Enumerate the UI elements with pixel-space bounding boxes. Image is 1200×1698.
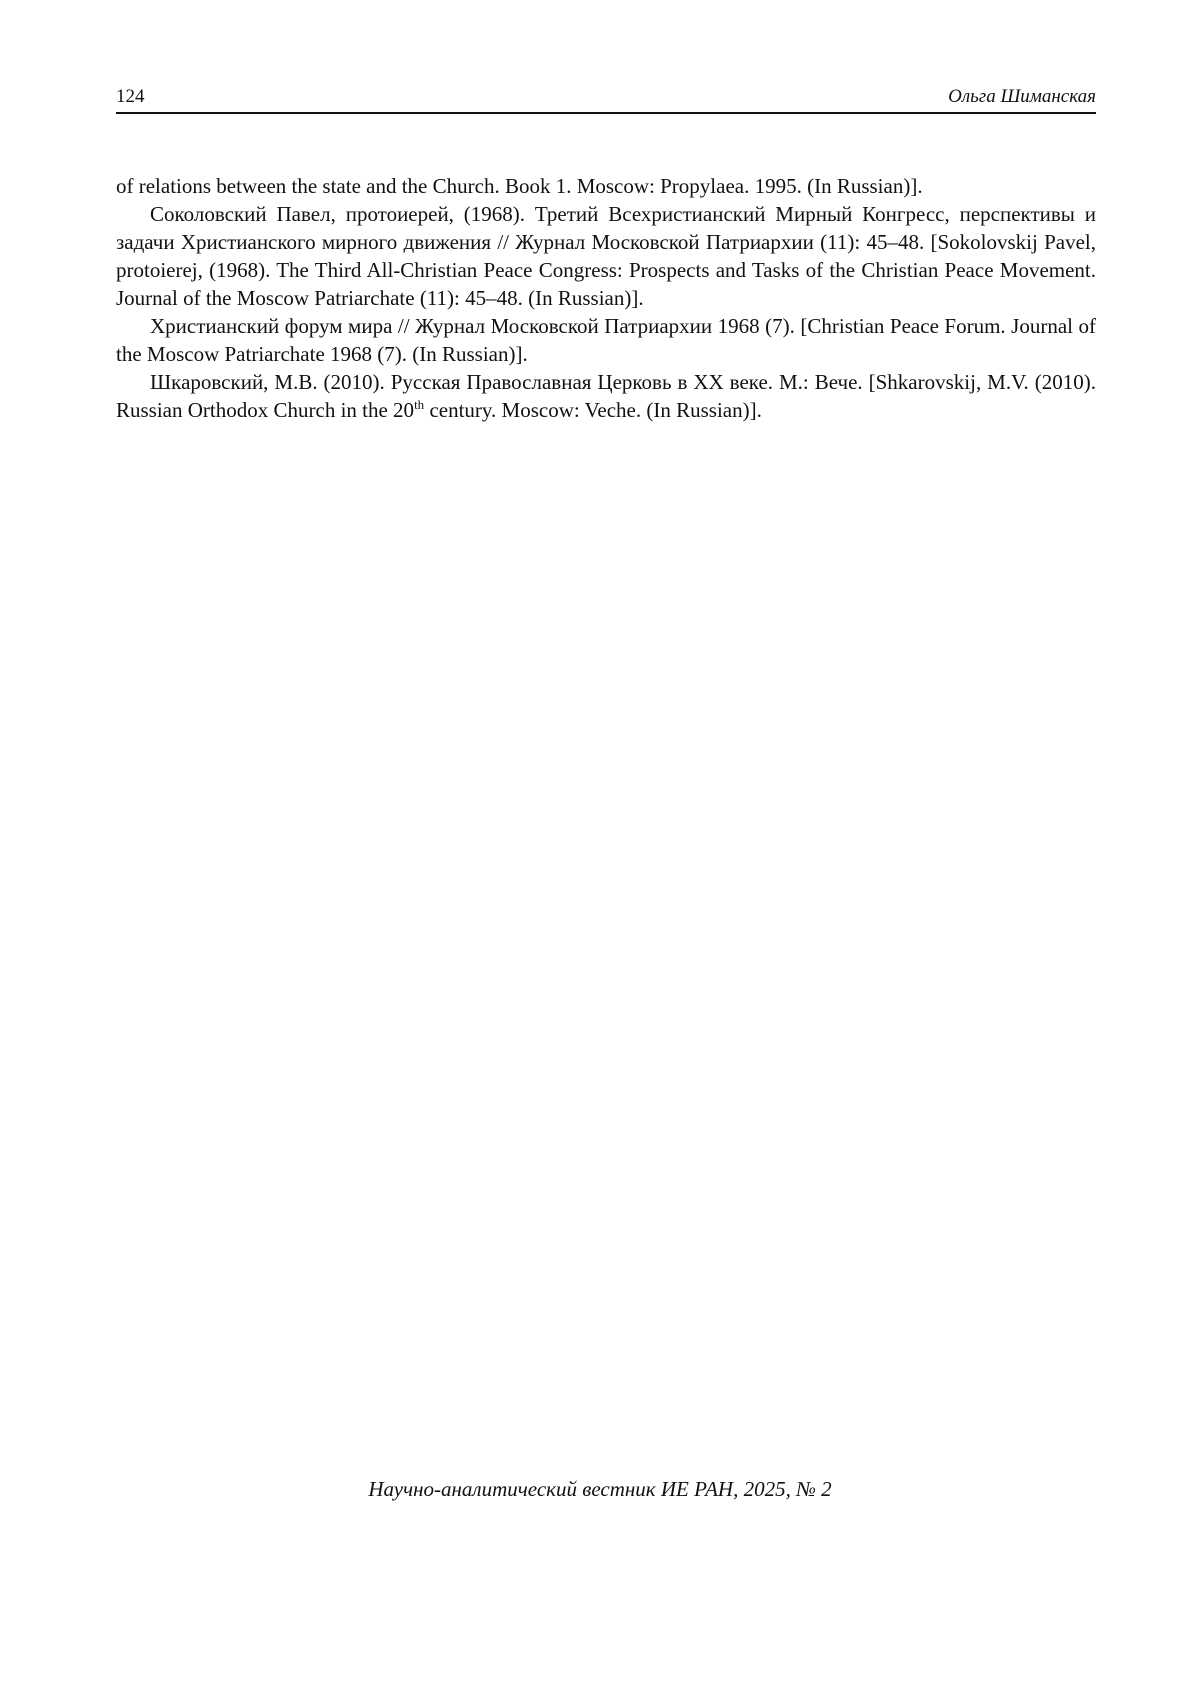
reference-list: [116, 172, 1096, 424]
journal-footer: Научно-аналитический вестник ИЕ РАН, 2025, № 2: [368, 1477, 832, 1501]
running-header: [116, 86, 1096, 114]
reference-text: century. Moscow: Veche. (In Russian)].: [424, 398, 762, 422]
reference-item: Соколовский Павел, протоиерей, (1968). Третий Всехристианский Мирный Конгресс, перспективы и задачи Христианского мирного движения // Журнал Московской Патриархии (11): 45–48. [Sokolovskij Pavel, protoierej, (1968). The Third All-Christian Peace Congress: Prospects and Tasks of the Christian Peace Movement. Journal of the Moscow Patriarchate (11): 45–48. (In Russian)].: [116, 202, 1096, 310]
reference-item: Христианский форум мира // Журнал Московской Патриархии 1968 (7). [Christian Peace Forum. Journal of the Moscow Patriarchate 1968 (7). (In Russian)].: [116, 314, 1096, 366]
reference-continuation: of relations between the state and the Church. Book 1. Moscow: Propylaea. 1995. (In Russian)].: [116, 174, 923, 198]
ordinal-superscript: th: [414, 397, 425, 412]
reference-text: Шкаровский, М.В. (2010). Русская Православная Церковь в ХХ веке. М.: Вече. [Shkarovskij, M.V. (2010). Russian Orthodox Church in the 20: [116, 370, 1096, 422]
reference-item: [116, 368, 1096, 424]
page-number: 124: [116, 86, 145, 107]
running-head-author: Ольга Шиманская: [948, 86, 1096, 107]
